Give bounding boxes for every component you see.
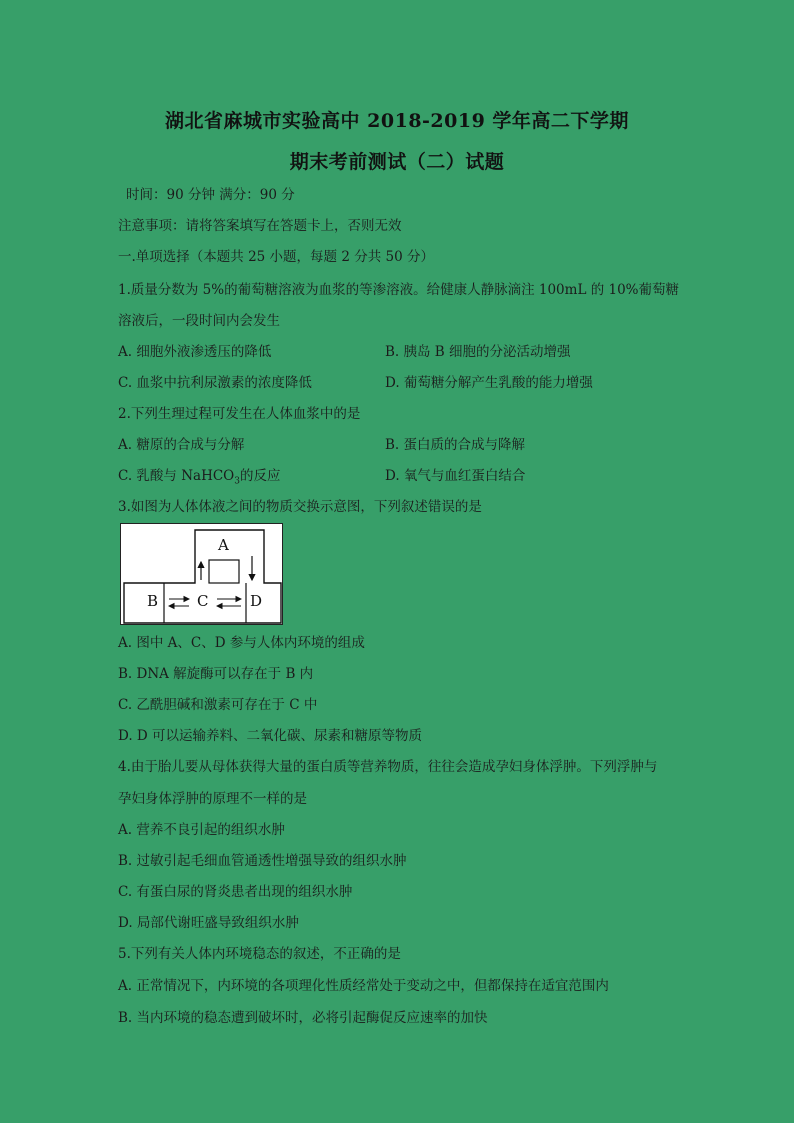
q5-option-a: A. 正常情况下，内环境的各项理化性质经常处于变动之中，但都保持在适宜范围内 bbox=[118, 978, 609, 994]
q4-option-b: B. 过敏引起毛细血管通透性增强导致的组织水肿 bbox=[118, 853, 407, 869]
q3-option-a: A. 图中 A、C、D 参与人体内环境的组成 bbox=[118, 635, 365, 651]
q2-option-c bbox=[118, 467, 281, 491]
q5-option-b: B. 当内环境的稳态遭到破坏时，必将引起酶促反应速率的加快 bbox=[118, 1010, 488, 1026]
q3-option-c: C. 乙酰胆碱和激素可存在于 C 中 bbox=[118, 697, 318, 713]
q2-option-c-subscript: 3 bbox=[234, 476, 240, 487]
diagram-label-c: C bbox=[197, 592, 209, 610]
q2-stem: 2.下列生理过程可发生在人体血浆中的是 bbox=[118, 406, 361, 422]
body-fluid-exchange-diagram bbox=[120, 523, 283, 625]
page-title-line1: 湖北省麻城市实验高中 2018-2019 学年高二下学期 bbox=[165, 110, 629, 132]
q3-option-d: D. D 可以运输养料、二氧化碳、尿素和糖原等物质 bbox=[118, 728, 423, 744]
diagram-label-a: A bbox=[218, 536, 229, 554]
q4-option-a: A. 营养不良引起的组织水肿 bbox=[118, 822, 285, 838]
q2-option-b: B. 蛋白质的合成与降解 bbox=[385, 437, 526, 453]
q5-stem: 5.下列有关人体内环境稳态的叙述，不正确的是 bbox=[118, 946, 401, 962]
q2-option-c-prefix: C. 乳酸与 NaHCO bbox=[118, 468, 235, 484]
exam-notice: 注意事项：请将答案填写在答题卡上，否则无效 bbox=[118, 218, 402, 234]
q3-option-b: B. DNA 解旋酶可以存在于 B 内 bbox=[118, 666, 314, 682]
diagram-label-b: B bbox=[147, 592, 159, 610]
q2-option-d: D. 氧气与血红蛋白结合 bbox=[385, 468, 526, 484]
q3-stem: 3.如图为人体体液之间的物质交换示意图，下列叙述错误的是 bbox=[118, 499, 482, 515]
q1-option-b: B. 胰岛 B 细胞的分泌活动增强 bbox=[385, 344, 571, 360]
page-title-line2: 期末考前测试（二）试题 bbox=[289, 151, 505, 173]
q1-option-a: A. 细胞外液渗透压的降低 bbox=[118, 344, 272, 360]
diagram-drawing bbox=[121, 524, 284, 626]
q1-option-d: D. 葡萄糖分解产生乳酸的能力增强 bbox=[385, 375, 593, 391]
q1-option-c: C. 血浆中抗利尿激素的浓度降低 bbox=[118, 375, 312, 391]
q4-stem-line1: 4.由于胎儿要从母体获得大量的蛋白质等营养物质，往往会造成孕妇身体浮肿。下列浮肿与 bbox=[118, 759, 658, 775]
q1-stem-line2: 溶液后，一段时间内会发生 bbox=[118, 313, 280, 329]
exam-time-info: 时间：90 分钟 满分：90 分 bbox=[126, 187, 295, 203]
q2-option-c-suffix: 的反应 bbox=[240, 468, 281, 484]
q4-stem-line2: 孕妇身体浮肿的原理不一样的是 bbox=[118, 791, 307, 807]
section-heading: 一.单项选择（本题共 25 小题，每题 2 分共 50 分） bbox=[118, 249, 434, 265]
q1-stem-line1: 1.质量分数为 5%的葡萄糖溶液为血浆的等渗溶液。给健康人静脉滴注 100mL 的 10%葡萄糖 bbox=[118, 282, 680, 298]
q4-option-d: D. 局部代谢旺盛导致组织水肿 bbox=[118, 915, 299, 931]
q4-option-c: C. 有蛋白尿的肾炎患者出现的组织水肿 bbox=[118, 884, 353, 900]
diagram-label-d: D bbox=[250, 592, 263, 610]
q2-option-a: A. 糖原的合成与分解 bbox=[118, 437, 245, 453]
